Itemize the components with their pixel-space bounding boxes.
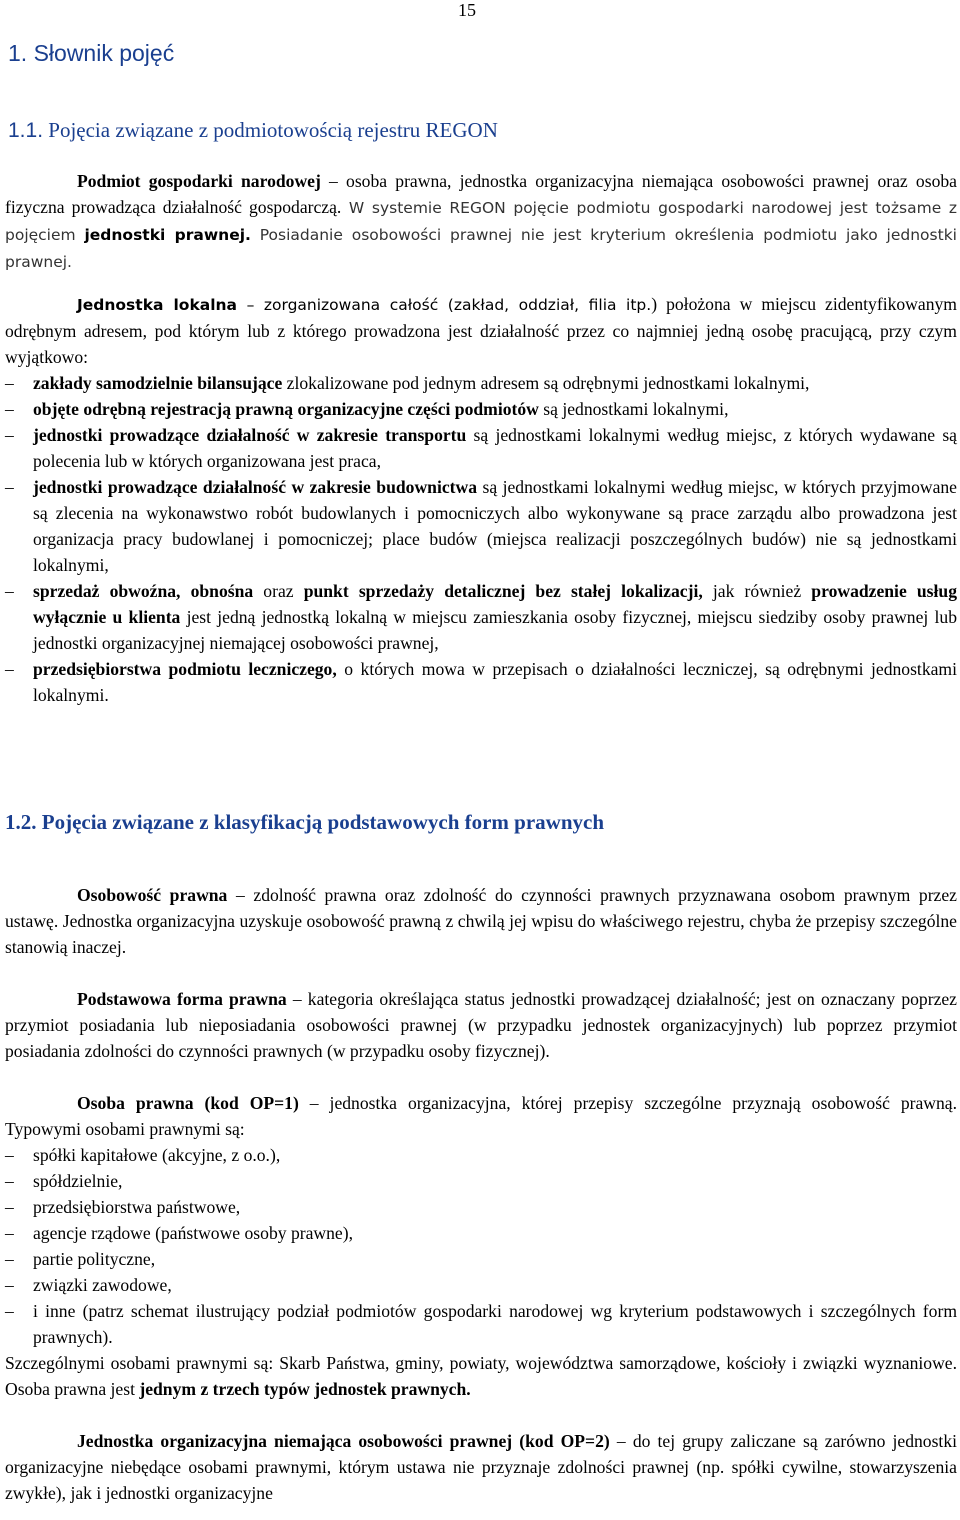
list-item: – przedsiębiorstwa podmiotu leczniczego, o których mowa w przepisach o działalności leczniczej, są odrębnymi jednostkami lokalnymi. [5,656,957,708]
list-item: – zakłady samodzielnie bilansujące zlokalizowane pod jednym adresem są odrębnymi jednostkami lokalnymi, [5,370,957,396]
chapter-title: Słownik pojęć [33,40,175,66]
paragraph-szczegolne-osoby: Szczególnymi osobami prawnymi są: Skarb Państwa, gminy, powiaty, województwa samorządowe, kościoły i związki wyznaniowe. Osoba prawna jest jednym z trzech typów jednostek prawnych. [5,1353,957,1399]
chapter-number: 1. [8,40,28,66]
list-jednostki-lokalne [5,370,957,708]
list-item: – jednostki prowadzące działalność w zakresie budownictwa są jednostkami lokalnymi według miejsc, w których przyjmowane są zlecenia na wykonawstwo robót budowlanych i pomocniczych albo wykonywane są prace zarządu albo prowadzona jest organizacja pracy budowlanej i pomocniczej; place budów (miejsca realizacji poszczególnych budów) nie są jednostkami lokalnymi, [5,474,957,578]
chapter-heading [8,40,174,67]
list-item: – spółki kapitałowe (akcyjne, z o.o.), [5,1142,957,1168]
list-item: – przedsiębiorstwa państwowe, [5,1194,957,1220]
list-item: – spółdzielnie, [5,1168,957,1194]
section-1-2-body [5,882,957,1506]
page-number: 15 [458,0,476,20]
section-heading-1-2: 1.2. Pojęcia związane z klasyfikacją podstawowych form prawnych [5,810,605,834]
list-osoby-prawne [5,1142,957,1350]
list-item: – sprzedaż obwoźna, obnośna oraz punkt sprzedaży detalicznej bez stałej lokalizacji, jak również prowadzenie usług wyłącznie u klienta jest jedną jednostką lokalną w miejscu zamieszkania osoby fizycznej, miejscu siedziby osoby prawnej lub jednostki organizacyjnej niemającej osobowości prawnej, [5,578,957,656]
section-1-1-body [5,168,957,708]
definition-osobowosc-prawna: Osobowość prawna – zdolność prawna oraz zdolność do czynności prawnych przyznawana osobom prawnym przez ustawę. Jednostka organizacyjna uzyskuje osobowość prawną z chwilą jej wpisu do właściwego rejestru, chyba że przepisy szczególne stanowią inaczej. [5,885,957,957]
section-heading-1-1: 1.1. Pojęcia związane z podmiotowością rejestru REGON [8,118,498,142]
list-item: – jednostki prowadzące działalność w zakresie transportu są jednostkami lokalnymi według miejsc, z których wydawane są polecenia lub w których organizowana jest praca, [5,422,957,474]
list-item: – objęte odrębną rejestracją prawną organizacyjne części podmiotów są jednostkami lokalnymi, [5,396,957,422]
definition-forma-prawna: Podstawowa forma prawna – kategoria określająca status jednostki prowadzącej działalność; jest on oznaczany poprzez przymiot posiadania lub nieposiadania osobowości prawnej (w przypadku jednostek organizacyjnych) lub poprzez przymiot posiadania zdolności do czynności prawnych (w przypadku osoby fizycznej). [5,989,957,1061]
definition-jednostka-lokalna: Jednostka lokalna – zorganizowana całość (zakład, oddział, filia itp.) położona w miejscu zidentyfikowanym odrębnym adresem, pod którym lub z którego prowadzona jest działalność przez co najmniej jedną osobę pracującą, przy czym wyjątkowo: [5,294,957,367]
list-item: – i inne (patrz schemat ilustrujący podział podmiotów gospodarki narodowej wg kryterium podstawowych i szczególnych form prawnych). [5,1298,957,1350]
definition-jednostka-bez-osobowosci: Jednostka organizacyjna niemająca osobowości prawnej (kod OP=2) – do tej grupy zaliczane są zarówno jednostki organizacyjne niebędące osobami prawnymi, którym ustawa nie przyznaje zdolności prawnej (np. spółki cywilne, stowarzyszenia zwykłe), jak i jednostki organizacyjne [5,1431,958,1503]
definition-podmiot: Podmiot gospodarki narodowej – osoba prawna, jednostka organizacyjna niemająca osobowości prawnej oraz osoba fizyczna prowadząca działalność gospodarczą. W systemie REGON pojęcie podmiotu gospodarki narodowej jest tożsame z pojęciem jednostki prawnej. Posiadanie osobowości prawnej nie jest kryterium określenia podmiotu jako jednostki prawnej. [5,171,957,271]
list-item: – partie polityczne, [5,1246,957,1272]
list-item: – związki zawodowe, [5,1272,957,1298]
list-item: – agencje rządowe (państwowe osoby prawne), [5,1220,957,1246]
definition-osoba-prawna: Osoba prawna (kod OP=1) – jednostka organizacyjna, której przepisy szczególne przyznają osobowość prawną. Typowymi osobami prawnymi są: [5,1093,958,1139]
